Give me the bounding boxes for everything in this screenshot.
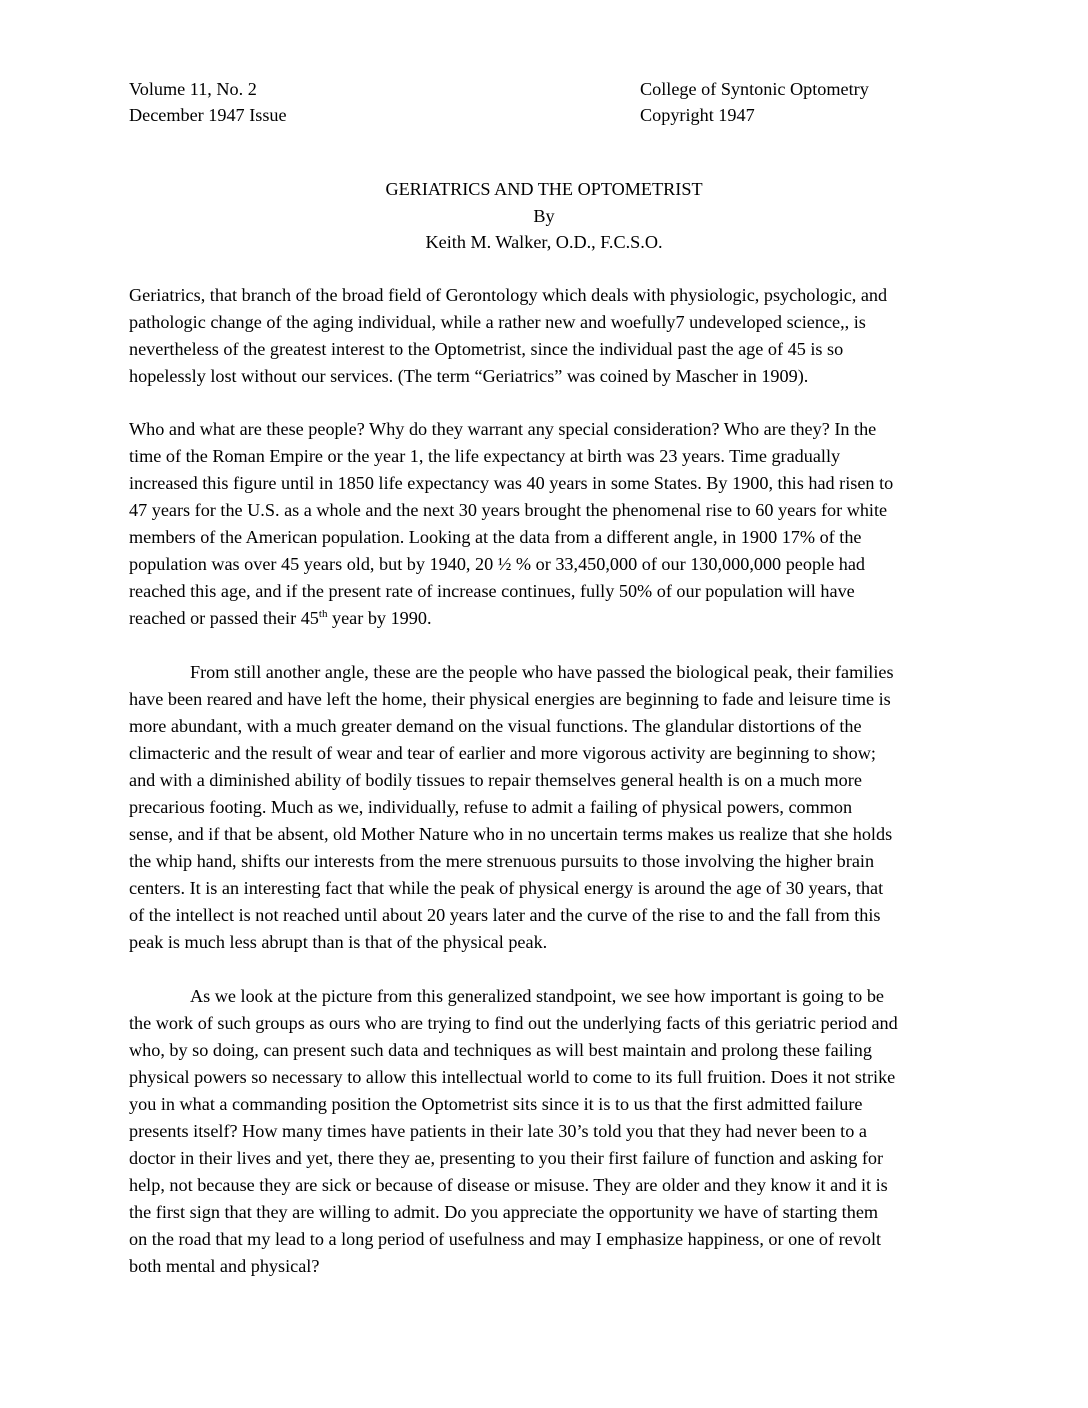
paragraph-line: the whip hand, shifts our interests from the mere strenuous pursuits to those involving the higher brain — [129, 851, 875, 871]
paragraph-line: hopelessly lost without our services. (The term “Geriatrics” was coined by Mascher in 1909). — [129, 366, 809, 386]
paragraph-line: peak is much less abrupt than is that of the physical peak. — [129, 932, 548, 952]
paragraph-line: From still another angle, these are the people who have passed the biological peak, their families — [190, 662, 894, 682]
byline-by: By — [533, 205, 555, 226]
paragraph-line: Geriatrics, that branch of the broad field of Gerontology which deals with physiologic, psychologic, and — [129, 285, 888, 305]
header-right — [640, 76, 869, 128]
paragraph-line: members of the American population. Looking at the data from a different angle, in 1900 17% of the — [129, 527, 862, 547]
ordinal-superscript: th — [318, 608, 328, 620]
paragraph-1 — [129, 282, 971, 390]
paragraph-line: the first sign that they are willing to admit. Do you appreciate the opportunity we have of starting them — [129, 1202, 879, 1222]
paragraph-line: more abundant, with a much greater demand on the visual functions. The glandular distortions of the — [129, 716, 862, 736]
paragraph-line: population was over 45 years old, but by 1940, 20 ½ % or 33,450,000 of our 130,000,000 people had — [129, 554, 865, 574]
paragraph-line: 47 years for the U.S. as a whole and the next 30 years brought the phenomenal rise to 60 years for white — [129, 500, 888, 520]
paragraph-line — [129, 605, 971, 632]
paragraph-line: physical powers so necessary to allow this intellectual world to come to its full fruition. Does it not strike — [129, 1067, 896, 1087]
publisher-name: College of Syntonic Optometry — [640, 79, 869, 99]
paragraph-line: time of the Roman Empire or the year 1, the life expectancy at birth was 23 years. Time gradually — [129, 446, 841, 466]
paragraph-2 — [129, 416, 971, 632]
paragraph-line: reached this age, and if the present rate of increase continues, fully 50% of our population will have — [129, 581, 855, 601]
paragraph-line: increased this figure until in 1850 life expectancy was 40 years in some States. By 1900, this had risen to — [129, 473, 894, 493]
paragraph-line: Who and what are these people? Why do they warrant any special consideration? Who are they? In the — [129, 419, 877, 439]
copyright-notice: Copyright 1947 — [640, 105, 755, 125]
paragraph-line: doctor in their lives and yet, there they ae, presenting to you their first failure of function and asking for — [129, 1148, 884, 1168]
volume-number: Volume 11, No. 2 — [129, 79, 257, 99]
issue-date: December 1947 Issue — [129, 105, 287, 125]
paragraph-line: help, not because they are sick or because of disease or misuse. They are older and they know it and it is — [129, 1175, 888, 1195]
paragraph-text: year by 1990. — [327, 608, 432, 628]
paragraph-line: you in what a commanding position the Optometrist sits since it is to us that the first admitted failure — [129, 1094, 863, 1114]
paragraph-line: and with a diminished ability of bodily tissues to repair themselves general health is on a much more — [129, 770, 862, 790]
paragraph-line: presents itself? How many times have patients in their late 30’s told you that they had never been to a — [129, 1121, 867, 1141]
paragraph-line: climacteric and the result of wear and tear of earlier and more vigorous activity are beginning to show; — [129, 743, 876, 763]
article-title: GERIATRICS AND THE OPTOMETRIST — [385, 179, 703, 199]
paragraph-line: of the intellect is not reached until about 20 years later and the curve of the rise to and the fall from this — [129, 905, 881, 925]
paragraph-line: nevertheless of the greatest interest to the Optometrist, since the individual past the age of 45 is so — [129, 339, 844, 359]
paragraph-line: centers. It is an interesting fact that while the peak of physical energy is around the age of 30 years, that — [129, 878, 884, 898]
article-author: Keith M. Walker, O.D., F.C.S.O. — [425, 232, 663, 252]
paragraph-line: have been reared and have left the home, their physical energies are beginning to fade and leisure time is — [129, 689, 891, 709]
paragraph-line: who, by so doing, can present such data and techniques as will best maintain and prolong these failing — [129, 1040, 872, 1060]
article-heading — [0, 176, 1088, 256]
paragraph-line: sense, and if that be absent, old Mother Nature who in no uncertain terms makes us realize that she holds — [129, 824, 893, 844]
paragraph-line: on the road that my lead to a long period of usefulness and may I emphasize happiness, or one of revolt — [129, 1229, 882, 1249]
header-left — [129, 76, 287, 128]
paragraph-text: reached or passed their 45 — [129, 608, 319, 628]
paragraph-line: As we look at the picture from this generalized standpoint, we see how important is going to be — [190, 986, 884, 1006]
paragraph-line: pathologic change of the aging individual, while a rather new and woefully7 undeveloped science,, is — [129, 312, 866, 332]
paragraph-line: both mental and physical? — [129, 1256, 320, 1276]
paragraph-line: the work of such groups as ours who are trying to find out the underlying facts of this geriatric period and — [129, 1013, 898, 1033]
paragraph-3 — [129, 659, 971, 956]
paragraph-4 — [129, 983, 971, 1280]
paragraph-line: precarious footing. Much as we, individually, refuse to admit a failing of physical powers, common — [129, 797, 853, 817]
